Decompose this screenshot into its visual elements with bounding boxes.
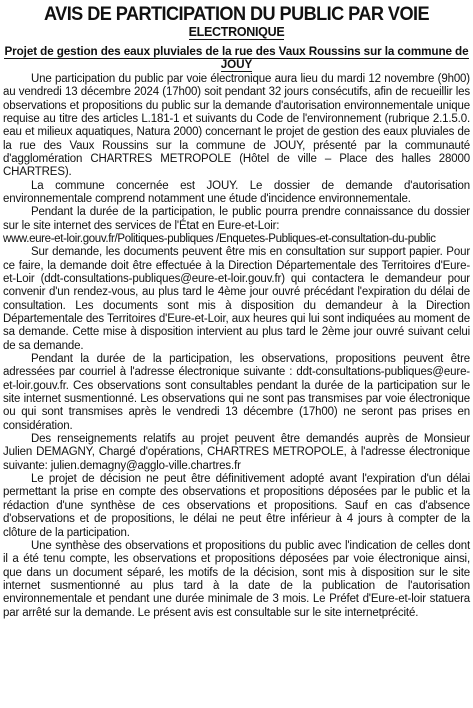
project-heading	[3, 45, 470, 72]
notice-title: AVIS DE PARTICIPATION DU PUBLIC PAR VOIE	[43, 3, 430, 25]
paragraph-decision: Le projet de décision ne peut être définitivement adopté avant l'expiration d'un délai permettant la prise en compte des observations et propositions déposées par le public et la rédaction d'une synthèse de ces observations et propositions. Sauf en cas d'absence d'observations et de propositions, le délai ne peut être inférieur à 4 jours à compter de la clôture de la participation.	[3, 473, 470, 539]
paragraph-information-contact: Des renseignements relatifs au projet peuvent être demandés auprès de Monsieur Julien DEMAGNY, Chargé d'opérations, CHARTRES METROPOLE, à l'adresse électronique suivante: julien.demagny@agglo-ville.chartres.fr	[3, 433, 470, 472]
notice-subtitle-text: ELECTRONIQUE	[188, 25, 285, 39]
paragraph-synthesis: Une synthèse des observations et propositions du public avec l'indication de celles dont il a été tenu compte, les observations et propositions déposées par voie électronique ainsi, que dans un document séparé, les motifs de la décision, sont mis à disposition sur le site internet susmentionné au plus tard à la date de la publication de l'autorisation environnementale et pendant une durée minimale de 3 mois. Le Préfet d'Eure-et-loir statuera par arrêté sur la demande. Le présent avis est consultable sur le site internetprécité.	[3, 539, 470, 619]
notice-subtitle	[3, 25, 470, 39]
paragraph-observations: Pendant la durée de la participation, les observations, propositions peuvent être adressées par courriel à l'adresse électronique suivante : ddt-consultations-publiques@eure-et-loir.gouv.fr. Ces observations sont consultables pendant la durée de la participation sur le site internet susmentionné. Les observations qui ne sont pas transmises par voie électronique ou qui sont transmises après le vendredi 13 décembre (17h00) ne seront pas prises en considération.	[3, 353, 470, 432]
paragraph-paper-consultation: Sur demande, les documents peuvent être mis en consultation sur support papier. Pour ce faire, la demande doit être effectuée à la Direction Départementale des Territoires d'Eure-et-Loir (ddt-consultations-publiques@eure-et-loir.gouv.fr) qui contactera le demandeur pour convenir d'un rendez-vous, au plus tard le 4ème jour ouvré précédant l'expiration du délai de consultation. Les documents sont mis à disposition du demandeur à la Direction Départementale des Territoires d'Eure-et-Loir, aux heures qui lui sont indiquées au moment de sa demande. Cette mise à disposition intervient au plus tard le 2ème jour ouvré suivant celui de sa demande.	[3, 246, 470, 352]
project-heading-text: Projet de gestion des eaux pluviales de la rue des Vaux Roussins sur la commune de JOUY	[4, 45, 469, 72]
paragraph-commune: La commune concernée est JOUY. Le dossier de demande d'autorisation environnementale comprend notamment une étude d'incidence environnementale.	[3, 179, 470, 205]
dossier-url: www.eure-et-loir.gouv.fr/Politiques-publiques /Enquetes-Publiques-et-consultation-du-public	[3, 232, 436, 245]
paragraph-participation-dates: Une participation du public par voie électronique aura lieu du mardi 12 novembre (9h00) au vendredi 13 décembre 2024 (17h00) soit pendant 32 jours consécutifs, afin de recueillir les observations et propositions du public sur la demande d'autorisation environnementale unique requise au titre des articles L.181-1 et suivants du Code de l'environnement (rubrique 2.1.5.0. eau et milieux aquatiques, Natura 2000) concernant le projet de gestion des eaux pluviales de la rue des Vaux Roussins sur la commune de JOUY, présenté par la communauté d'agglomération CHARTRES METROPOLE (Hôtel de ville – Place des halles 28000 CHARTRES).	[3, 72, 470, 179]
paragraph-dossier-access: Pendant la durée de la participation, le public pourra prendre connaissance du dossier sur le site internet des services de l'État en Eure-et-Loir:	[3, 206, 470, 232]
